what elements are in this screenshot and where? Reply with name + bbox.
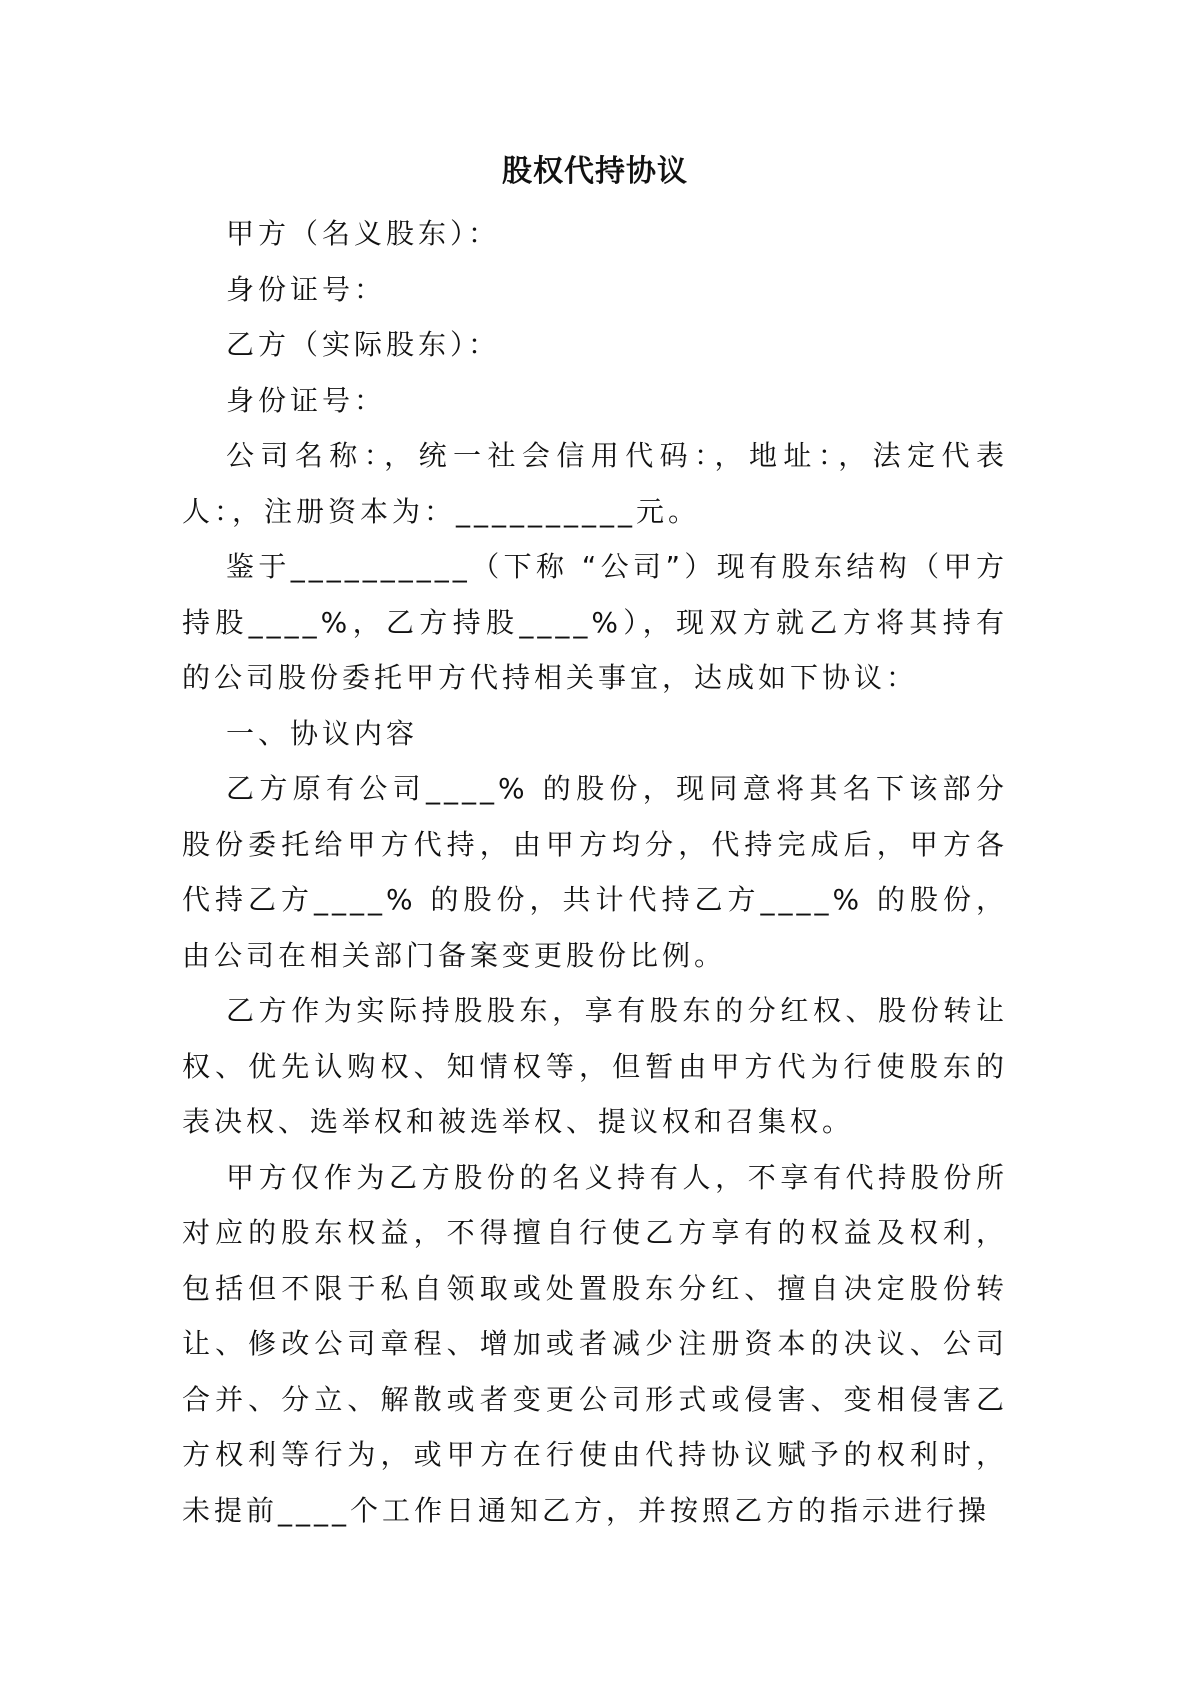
party-a-line: 甲方（名义股东）： (226, 217, 501, 250)
company-info-paragraph: 公司名称：，统一社会信用代码：，地址：，法定代表人：，注册资本为：__________元。 (182, 439, 1008, 528)
party-a-id-line: 身份证号： (226, 272, 387, 306)
document-title: 股权代持协议 (502, 154, 688, 189)
party-b-id-line: 身份证号： (226, 383, 387, 417)
clause-paragraph: 乙方作为实际持股股东，享有股东的分红权、股份转让权、优先认购权、知情权等，但暂由甲方代为行使股东的表决权、选举权和被选举权、提议权和召集权。 (182, 994, 1008, 1138)
party-b-line: 乙方（实际股东）： (226, 328, 501, 361)
section-heading: 一、协议内容 (226, 716, 419, 750)
clause-paragraph: 乙方原有公司____% 的股份，现同意将其名下该部分股份委托给甲方代持，由甲方均分，代持完成后，甲方各代持乙方____% 的股份，共计代持乙方____% 的股份，由公司在相关部门备案变更股份比例。 (182, 772, 1008, 972)
document-body (182, 206, 1008, 1538)
recital-paragraph: 鉴于__________（下称 “公司”）现有股东结构（甲方持股____%，乙方持股____%），现双方就乙方将其持有的公司股份委托甲方代持相关事宜，达成如下协议： (182, 550, 1008, 694)
clause-paragraph: 甲方仅作为乙方股份的名义持有人，不享有代持股份所对应的股东权益，不得擅自行使乙方享有的权益及权利，包括但不限于私自领取或处置股东分红、擅自决定股份转让、修改公司章程、增加或者减少注册资本的决议、公司合并、分立、解散或者变更公司形式或侵害、变相侵害乙方权利等行为，或甲方在行使由代持协议赋予的权利时，未提前____个工作日通知乙方，并按照乙方的指示进行操 (182, 1160, 1008, 1527)
